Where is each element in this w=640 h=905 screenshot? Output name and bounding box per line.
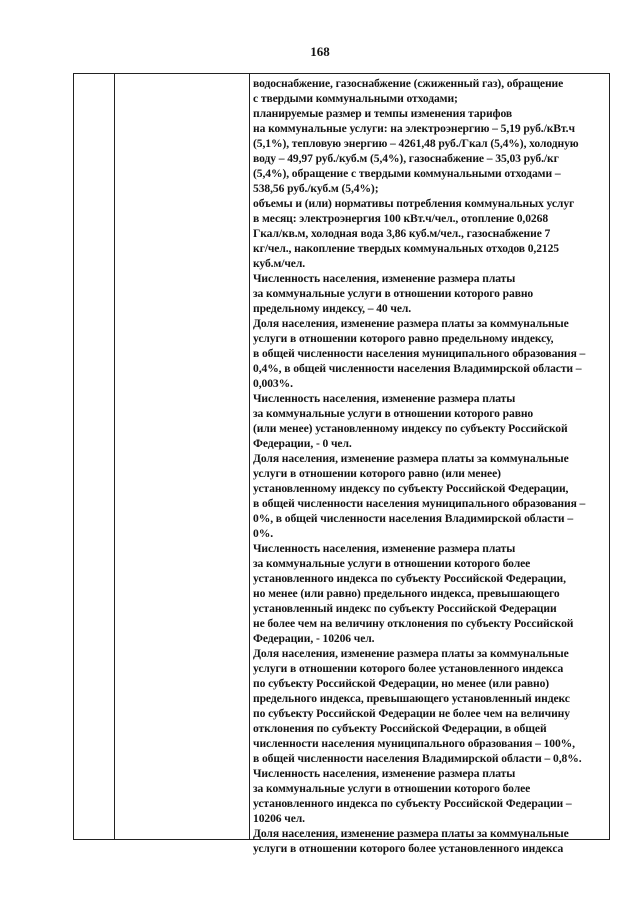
text-line: услуги в отношении которого более установленного индекса [253, 842, 564, 855]
text-line: Доля населения, изменение размера платы за коммунальные [253, 317, 569, 330]
text-line: Численность населения, изменение размера платы [253, 542, 516, 555]
text-line: в месяц: электроэнергия 100 кВт.ч/чел., отопление 0,0268 [253, 212, 549, 225]
column-divider [249, 74, 250, 839]
text-line: (5,1%), тепловую энергию – 4261,48 руб./Гкал (5,4%), холодную [253, 137, 579, 150]
page-number: 168 [310, 44, 330, 59]
text-line: планируемые размер и темпы изменения тарифов [253, 107, 513, 120]
text-line: в общей численности населения муниципального образования – [253, 347, 586, 360]
text-line: численности населения муниципального образования – 100%, [253, 737, 575, 750]
text-line: услуги в отношении которого более установленного индекса [253, 662, 564, 675]
text-line: 0,4%, в общей численности населения Владимирской области – [253, 362, 582, 375]
text-line: Федерации, - 10206 чел. [253, 632, 375, 645]
text-line: за коммунальные услуги в отношении которого равно [253, 287, 534, 300]
text-line: объемы и (или) нормативы потребления коммунальных услуг [253, 197, 575, 210]
text-line: 0%, в общей численности населения Владимирской области – [253, 512, 574, 525]
text-line: на коммунальные услуги: на электроэнергию – 5,19 руб./кВт.ч [253, 122, 575, 135]
table-cell-text [253, 76, 605, 856]
text-line: водоснабжение, газоснабжение (сжиженный газ), обращение [253, 77, 564, 90]
text-line: с твердыми коммунальными отходами; [253, 92, 458, 105]
text-line: но менее (или равно) предельного индекса, превышающего [253, 587, 560, 600]
text-line: за коммунальные услуги в отношении которого более [253, 782, 531, 795]
text-line: Доля населения, изменение размера платы за коммунальные [253, 452, 569, 465]
text-line: 0,003%. [253, 377, 293, 390]
column-divider [114, 74, 115, 839]
text-line: Гкал/кв.м, холодная вода 3,86 куб.м/чел., газоснабжение 7 [253, 227, 551, 240]
text-line: кг/чел., накопление твердых коммунальных отходов 0,2125 [253, 242, 560, 255]
text-line: установленного индекса по субъекту Российской Федерации, [253, 572, 566, 585]
text-line: установленный индекс по субъекту Российской Федерации [253, 602, 557, 615]
text-line: 538,56 руб./куб.м (5,4%); [253, 182, 379, 195]
text-line: (5,4%), обращение с твердыми коммунальными отходами – [253, 167, 561, 180]
text-line: установленного индекса по субъекту Российской Федерации – [253, 797, 572, 810]
text-line: Доля населения, изменение размера платы за коммунальные [253, 827, 569, 840]
text-line: Численность населения, изменение размера платы [253, 272, 516, 285]
text-line: Численность населения, изменение размера платы [253, 392, 516, 405]
text-line: в общей численности населения Владимирской области – 0,8%. [253, 752, 582, 765]
text-line: предельного индекса, превышающего установленный индекс [253, 692, 570, 705]
text-line: не более чем на величину отклонения по субъекту Российской [253, 617, 574, 630]
text-line: установленному индексу по субъекту Российской Федерации, [253, 482, 569, 495]
text-line: услуги в отношении которого равно предельному индексу, [253, 332, 554, 345]
text-line: Федерации, - 0 чел. [253, 437, 352, 450]
text-line: воду – 49,97 руб./куб.м (5,4%), газоснабжение – 35,03 руб./кг [253, 152, 559, 165]
text-line: в общей численности населения муниципального образования – [253, 497, 586, 510]
text-line: Численность населения, изменение размера платы [253, 767, 516, 780]
text-line: 0%. [253, 527, 273, 540]
text-line: по субъекту Российской Федерации, но менее (или равно) [253, 677, 550, 690]
document-table [73, 73, 610, 855]
text-line: за коммунальные услуги в отношении которого более [253, 557, 531, 570]
text-line: 10206 чел. [253, 812, 305, 825]
text-line: (или менее) установленному индексу по субъекту Российской [253, 422, 568, 435]
text-line: предельному индексу, – 40 чел. [253, 302, 412, 315]
text-line: куб.м/чел. [253, 257, 306, 270]
text-line: за коммунальные услуги в отношении которого равно [253, 407, 534, 420]
text-line: Доля населения, изменение размера платы за коммунальные [253, 647, 569, 660]
text-line: услуги в отношении которого равно (или менее) [253, 467, 501, 480]
text-line: по субъекту Российской Федерации не более чем на величину [253, 707, 570, 720]
text-line: отклонения по субъекту Российской Федерации, в общей [253, 722, 547, 735]
